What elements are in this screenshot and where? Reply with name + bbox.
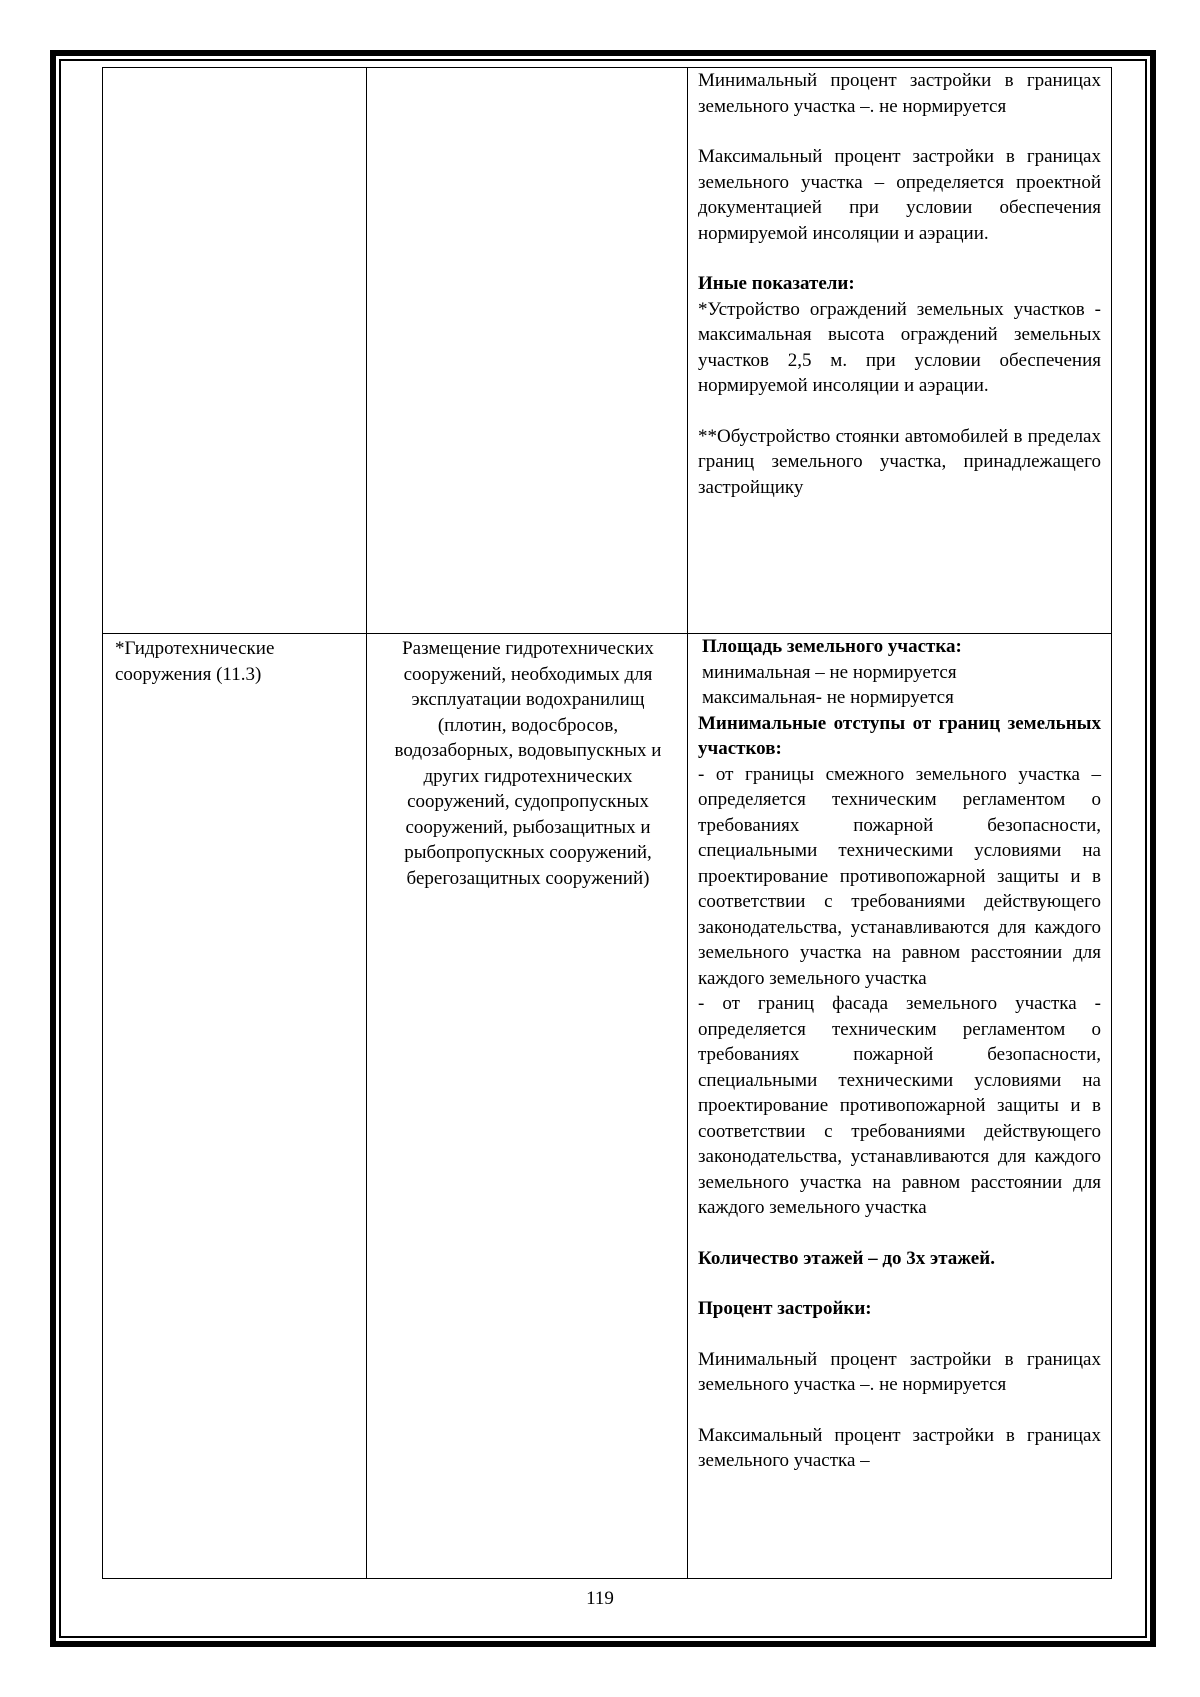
setback-heading: Минимальные отступы от границ земельных участков: <box>698 712 1101 759</box>
percent-heading: Процент застройки: <box>698 1298 872 1319</box>
regulations-table <box>102 67 1112 1579</box>
min-building-percent: Минимальный процент застройки в границах земельного участка –. не нормируется <box>698 1348 1101 1395</box>
parameters-cell <box>688 634 1112 1579</box>
permitted-use-cell: *Гидротехнические сооружения (11.3) <box>103 634 367 1579</box>
floors-text: Количество этажей – до 3х этажей. <box>698 1247 995 1269</box>
parking-text: **Обустройство стоянки автомобилей в пределах границ земельного участка, принадлежащего застройщику <box>698 425 1101 498</box>
area-max: максимальная- не нормируется <box>702 687 954 708</box>
area-heading: Площадь земельного участка: <box>702 636 962 657</box>
max-building-percent: Максимальный процент застройки в границах земельного участка – <box>698 1424 1101 1471</box>
min-building-percent: Минимальный процент застройки в границах земельного участка –. не нормируется <box>698 70 1101 117</box>
fence-text: *Устройство ограждений земельных участков - максимальная высота ограждений земельных участков 2,5 м. при условии обеспечения нормируемой инсоляции и аэрации. <box>698 298 1101 396</box>
use-description-cell <box>367 68 688 634</box>
use-description-cell: Размещение гидротехнических сооружений, необходимых для эксплуатации водохранилищ (плотин, водосбросов, водозаборных, водовыпускных и других гидротехнических сооружений, судопропускных сооружений, рыбозащитных и рыбопропускных сооружений, берегозащитных сооружений) <box>367 634 688 1579</box>
table-row <box>103 68 1112 634</box>
area-min: минимальная – не нормируется <box>702 661 957 683</box>
permitted-use-cell <box>103 68 367 634</box>
page-number: 119 <box>586 1588 614 1609</box>
table-row <box>103 634 1112 1579</box>
setback-adjacent: - от границы смежного земельного участка – определяется техническим регламентом о требованиях пожарной безопасности, специальными техническими условиями на проектирование противопожарной защиты и в соответствии с требованиями действующего законодательства, устанавливаются для каждого земельного участка на равном расстоянии для каждого земельного участка <box>698 763 1101 989</box>
parameters-cell <box>688 68 1112 634</box>
max-building-percent: Максимальный процент застройки в границах земельного участка – определяется проектной документацией при условии обеспечения нормируемой инсоляции и аэрации. <box>698 146 1101 244</box>
setback-facade: - от границ фасада земельного участка - определяется техническим регламентом о требованиях пожарной безопасности, специальными техническими условиями на проектирование противопожарной защиты и в соответствии с требованиями действующего законодательства, устанавливаются для каждого земельного участка на равном расстоянии для каждого земельного участка <box>698 993 1101 1218</box>
other-indicators-heading: Иные показатели: <box>698 273 855 294</box>
